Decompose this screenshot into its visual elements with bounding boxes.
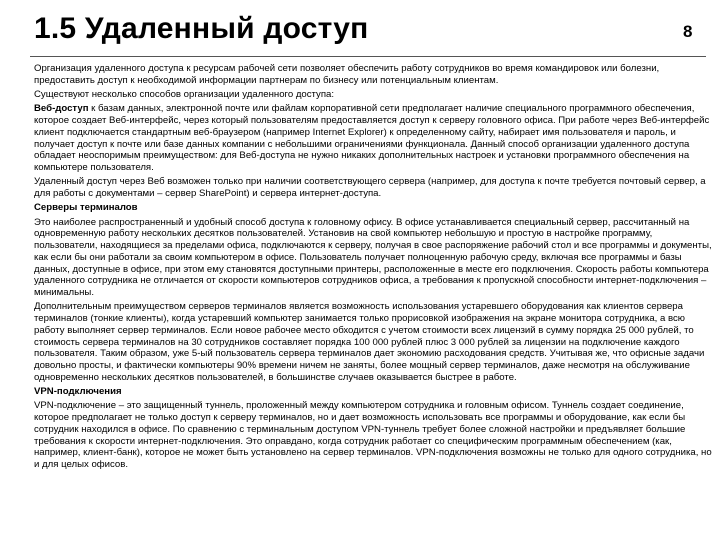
terminal-servers-paragraph: Это наиболее распространенный и удобный способ доступа к головному офису. В офисе устанавливается специальный сервер, рассчитанный на одновременную работу нескольких десятков пользователей. Установив на свой компьютер небольшую и простую в настройке программу, пользователи, находящиеся за пределами офиса, подключаются к серверу, получая в свое распоряжение рабочий стол и все программы и документы, как если бы они работали за своим компьютером в офисе. Пользователь получает полноценную рабочую среду, включая все программы и базы данных, доступные в офисе, при этом ему становятся доступными принтеры, расположенные в месте его подключения. Скорость работы компьютера удаленного сотрудника не отличается от скорости компьютеров сотрудников офиса, а требования к пропускной способности интернет-подключения – минимальны.: [34, 216, 712, 298]
vpn-paragraph: VPN-подключение – это защищенный туннель, проложенный между компьютером сотрудника и головным офисом. Туннель создает соединение, которое предполагает не только доступ к серверу терминалов, но и дает возможность использовать все программы и оборудование, как если бы сотрудник находился в офисе. По сравнению с терминальным доступом VPN-туннель требует более сложной настройки и предъявляет большие требования к скорости интернет-подключения. Это оправдано, когда сотрудник работает со специфическим программным обеспечением (как, например, клиент-банк), которое не может быть установлено на сервер терминалов. VPN-подключения возможны не только для одного сотрудника, но и для целых офисов.: [34, 400, 712, 470]
title-divider: [30, 56, 706, 57]
page-title: 1.5 Удаленный доступ: [34, 12, 369, 45]
web-access-term: Веб-доступ: [34, 103, 89, 115]
vpn-heading: VPN-подключения: [34, 386, 122, 397]
web-access-paragraph: [34, 103, 712, 174]
methods-intro: Существуют несколько способов организации удаленного доступа:: [34, 89, 335, 100]
terminal-servers-advantages: Дополнительным преимуществом серверов терминалов является возможность использования устаревшего оборудования как клиентов сервера терминалов (тонкие клиенты), когда устаревший компьютер занимается только прорисовкой изображения на экране монитора сотрудника, а всю работу выполняет сервер терминалов. Если новое рабочее место обходится с учетом стоимости всех лицензий в сумму порядка 25 000 рублей, то стоимость сервера терминалов на 30 сотрудников составляет порядка 100 000 рублей плюс 3 000 рублей за лицензии на подключение каждого пользователя. Таким образом, уже 5-ый пользователь сервера терминалов дает экономию расходования средств. Учитывая же, что офисные задачи довольно просты, и фактически компьютеры 90% времени ничем не заняты, более мощный сервер терминалов, даже несмотря на обслуживание одновременно нескольких десятков пользователей, в большинстве случаев оказывается быстрее в работе.: [34, 301, 705, 383]
web-access-requirements: Удаленный доступ через Веб возможен только при наличии соответствующего сервера (например, для доступа к почте требуется почтовый сервер, а для работы с документами – сервер SharePoint) и сервера интернет-доступа.: [34, 176, 706, 199]
page-number: 8: [683, 22, 693, 41]
terminal-servers-heading: Серверы терминалов: [34, 202, 138, 214]
body-text: [34, 63, 712, 473]
web-access-text: к базам данных, электронной почте или файлам корпоративной сети предполагает наличие специального программного обеспечения, которое создает Веб-интерфейс, через который пользователям предоставляется доступ к серверу головного офиса. При работе через Веб-интерфейс клиент подключается стандартным веб-браузером (например Internet Explorer) к определенному сайту, набирает имя пользователя и пароль, и получает доступ к почте или базе данных компании с небольшими ограничениями функционала. Данный способ организации удаленного доступа обладает неоспоримым преимуществом: для Веб-доступа не нужно никаких дополнительных настроек и установки программного обеспечения на компьютере пользователя.: [34, 103, 710, 173]
intro-paragraph: Организация удаленного доступа к ресурсам рабочей сети позволяет обеспечить работу сотрудников во время командировок или болезни, предоставить доступ к необходимой информации партнерам по бизнесу или потенциальным клиентам.: [34, 63, 660, 86]
